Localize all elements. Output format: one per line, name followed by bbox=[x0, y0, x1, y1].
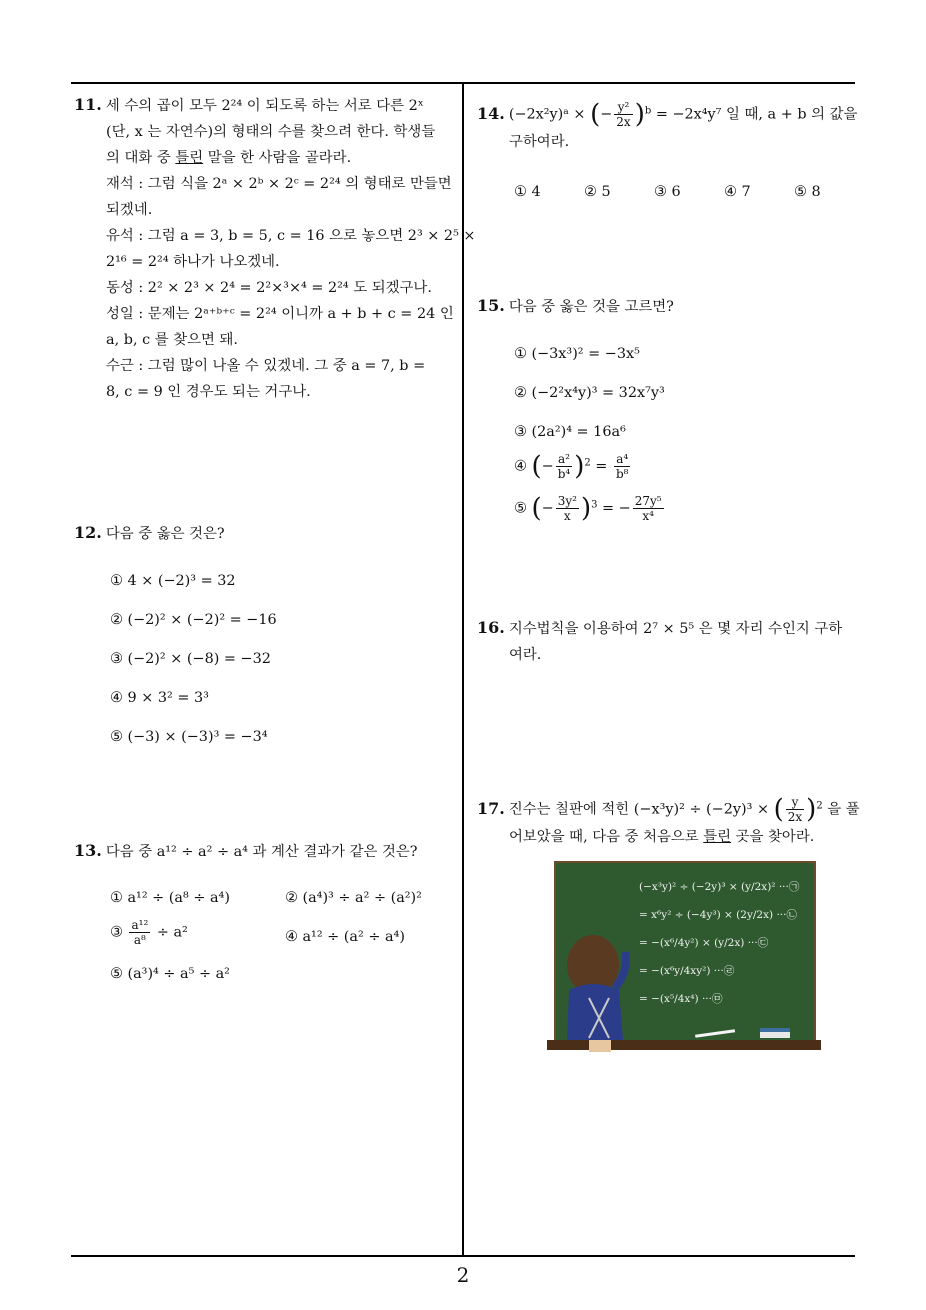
choice-1[interactable]: ① 4 bbox=[514, 184, 541, 200]
numerator: y bbox=[786, 795, 804, 810]
problem-text-line: 지수법칙을 이용하여 2⁷ × 5⁵ 은 몇 자리 수인지 구하 bbox=[508, 621, 843, 637]
right-paren: ) bbox=[634, 99, 645, 130]
left-paren: ( bbox=[531, 451, 542, 482]
board-line-5: = −(x⁵/4x⁴) ···㉤ bbox=[639, 993, 723, 1005]
choice-5[interactable]: ⑤ 8 bbox=[794, 184, 821, 200]
text: ÷ a² bbox=[156, 924, 188, 941]
problem-text-line: 구하여라. bbox=[509, 134, 570, 150]
bottom-rule bbox=[71, 1255, 855, 1257]
problem-14: 14. (−2x²y)ᵃ × (− $\frac{\text{y²}}{2x}$ )$^b$ = −2x⁴y⁷ 일 때, a + b 의 값을 구하여라. bbox=[477, 100, 862, 155]
problem-16 bbox=[477, 615, 867, 668]
dialogue-line: 재석 : 그럼 식을 2ᵃ × 2ᵇ × 2ᶜ = 2²⁴ 의 형태로 만들면 bbox=[106, 176, 452, 192]
problem-number: 13. bbox=[74, 841, 102, 860]
choice-4[interactable]: ④ (− $\frac{\text{a²}}{\text{b⁴}}$ )$^2$ = $\frac{\text{a⁴}}{\text{b⁸}}$ bbox=[514, 451, 629, 482]
choice-4[interactable]: ④ 7 bbox=[724, 184, 751, 200]
choice-5[interactable]: ⑤ (−3) × (−3)³ = −3⁴ bbox=[110, 729, 268, 745]
left-paren: ( bbox=[531, 493, 542, 524]
problem-17 bbox=[477, 795, 867, 850]
problem-number: 15. bbox=[477, 296, 505, 315]
numerator: a⁴ bbox=[614, 452, 631, 467]
right-paren: ) bbox=[574, 451, 585, 482]
left-paren: ( bbox=[773, 794, 784, 825]
chalk-tray bbox=[547, 1040, 821, 1050]
problem-question: 다음 중 a¹² ÷ a² ÷ a⁴ 과 계산 결과가 같은 것은? bbox=[105, 844, 418, 860]
denominator: x bbox=[563, 509, 571, 523]
problem-number: 17. bbox=[477, 798, 505, 818]
numerator: a¹² bbox=[131, 918, 149, 932]
dialogue-line: 동성 : 2² × 2³ × 2⁴ = 2²×³×⁴ = 2²⁴ 도 되겠구나. bbox=[106, 280, 432, 296]
dialogue-line: 유석 : 그럼 a = 3, b = 5, c = 16 으로 놓으면 2³ × 2⁵ × bbox=[106, 228, 476, 244]
right-paren: ) bbox=[580, 493, 592, 524]
exponent: 3 bbox=[591, 499, 598, 511]
student-hand bbox=[589, 1040, 611, 1052]
choice-5[interactable]: ⑤ (a³)⁴ ÷ a⁵ ÷ a² bbox=[110, 966, 230, 982]
choice-3[interactable] bbox=[110, 918, 188, 947]
problem-number: 11. bbox=[74, 95, 102, 114]
text: 진수는 칠판에 적힌 (−x³y)² ÷ (−2y)³ × bbox=[508, 801, 774, 818]
page-number: 2 bbox=[456, 1263, 470, 1287]
numerator: a² bbox=[556, 452, 573, 467]
denominator: 2x bbox=[616, 115, 631, 129]
problem-15 bbox=[477, 293, 862, 320]
choice-1[interactable]: ① a¹² ÷ (a⁸ ÷ a⁴) bbox=[110, 890, 230, 906]
fraction bbox=[556, 452, 573, 481]
problem-text-line bbox=[477, 824, 867, 850]
underlined-word: 틀린 bbox=[703, 829, 732, 845]
fraction bbox=[129, 918, 150, 947]
left-paren: ( bbox=[590, 99, 601, 130]
dialogue-line: 8, c = 9 인 경우도 되는 거구나. bbox=[106, 384, 311, 400]
board-line-2: = x⁶y² ÷ (−4y³) × (2y/2x) ···㉡ bbox=[639, 909, 797, 921]
fraction bbox=[614, 452, 631, 481]
problem-number: 14. bbox=[477, 103, 505, 123]
choice-3[interactable]: ③ (−2)² × (−8) = −32 bbox=[110, 651, 271, 667]
problem-text-line: 여라. bbox=[509, 647, 542, 663]
problem-number: 16. bbox=[477, 618, 505, 637]
problem-13 bbox=[74, 838, 459, 865]
board-line-1: (−x³y)² ÷ (−2y)³ × (y/2x)² ···㉠ bbox=[639, 881, 800, 893]
fraction bbox=[786, 795, 804, 824]
problem-text-line bbox=[74, 145, 459, 171]
choice-3[interactable]: ③ 6 bbox=[654, 184, 681, 200]
problem-text-line: (단, x 는 자연수)의 형태의 수를 찾으려 한다. 학생들 bbox=[106, 124, 436, 140]
problem-11 bbox=[74, 92, 476, 405]
right-paren: ) bbox=[806, 794, 817, 825]
column-divider bbox=[462, 83, 464, 1257]
fraction bbox=[614, 100, 632, 129]
choice-mark: ④ bbox=[514, 458, 527, 475]
denominator: a⁸ bbox=[133, 933, 146, 947]
exponent: 2 bbox=[816, 800, 823, 812]
text: = −2x⁴y⁷ 일 때, a + b 의 값을 bbox=[651, 106, 858, 123]
dialogue-line: 수근 : 그럼 많이 나올 수 있겠네. 그 중 a = 7, b = bbox=[106, 358, 426, 374]
chalkboard-illustration bbox=[545, 860, 821, 1054]
text: 말을 한 사람을 골라라. bbox=[203, 150, 352, 166]
choice-1[interactable]: ① (−3x³)² = −3x⁵ bbox=[514, 346, 640, 362]
denominator: b⁸ bbox=[615, 467, 629, 481]
denominator: b⁴ bbox=[557, 467, 571, 481]
text: 어보았을 때, 다음 중 처음으로 bbox=[509, 829, 704, 845]
choice-2[interactable]: ② (−2²x⁴y)³ = 32x⁷y³ bbox=[514, 385, 665, 401]
problem-12 bbox=[74, 520, 459, 547]
text: 을 풀 bbox=[822, 801, 860, 818]
problem-text-line: 세 수의 곱이 모두 2²⁴ 이 되도록 하는 서로 다른 2ˣ bbox=[105, 98, 424, 114]
problem-question: 다음 중 옳은 것은? bbox=[105, 526, 225, 542]
problem-question: 다음 중 옳은 것을 고르면? bbox=[508, 299, 674, 315]
numerator: 27y⁵ bbox=[634, 494, 662, 508]
denominator: x⁴ bbox=[642, 509, 654, 523]
choice-2[interactable]: ② (a⁴)³ ÷ a² ÷ (a²)² bbox=[285, 890, 422, 906]
dialogue-line: 성일 : 문제는 2ᵃ⁺ᵇ⁺ᶜ = 2²⁴ 이니까 a + b + c = 24 인 bbox=[106, 306, 454, 322]
problem-number: 12. bbox=[74, 523, 102, 542]
denominator: 2x bbox=[787, 810, 803, 824]
text: (−2x²y)ᵃ × bbox=[508, 106, 591, 123]
numerator: 3y² bbox=[557, 494, 577, 508]
fraction bbox=[556, 494, 579, 523]
choice-5[interactable]: ⑤ (− $\frac{\text{3y²}}{x}$ )$^3$ = − $\frac{\text{27y⁵}}{\text{x⁴}}$ bbox=[514, 493, 662, 524]
underlined-word: 틀린 bbox=[175, 150, 204, 166]
choice-4[interactable]: ④ 9 × 3² = 3³ bbox=[110, 690, 209, 706]
choice-4[interactable]: ④ a¹² ÷ (a² ÷ a⁴) bbox=[285, 929, 405, 945]
choice-2[interactable]: ② (−2)² × (−2)² = −16 bbox=[110, 612, 277, 628]
dialogue-line: a, b, c 를 찾으면 돼. bbox=[106, 332, 238, 348]
board-line-4: = −(x⁶y/4xy²) ···㉣ bbox=[639, 965, 735, 977]
text: 의 대화 중 bbox=[106, 150, 176, 166]
dialogue-line: 되겠네. bbox=[106, 202, 153, 218]
eraser-top bbox=[760, 1028, 790, 1032]
numerator: y² bbox=[614, 100, 632, 115]
choice-mark: ⑤ bbox=[514, 500, 527, 517]
text: 곳을 찾아라. bbox=[731, 829, 815, 845]
chalkboard-svg bbox=[545, 860, 821, 1054]
choice-1[interactable]: ① 4 × (−2)³ = 32 bbox=[110, 573, 236, 589]
choice-mark: ③ bbox=[110, 924, 123, 941]
choice-2[interactable]: ② 5 bbox=[584, 184, 611, 200]
fraction bbox=[633, 494, 664, 523]
dialogue-line: 2¹⁶ = 2²⁴ 하나가 나오겠네. bbox=[106, 254, 280, 270]
choice-3[interactable]: ③ (2a²)⁴ = 16a⁶ bbox=[514, 424, 626, 440]
board-line-3: = −(x⁶/4y²) × (y/2x) ···㉢ bbox=[639, 937, 769, 949]
exponent: 2 bbox=[584, 457, 591, 469]
exponent: b bbox=[644, 105, 652, 117]
